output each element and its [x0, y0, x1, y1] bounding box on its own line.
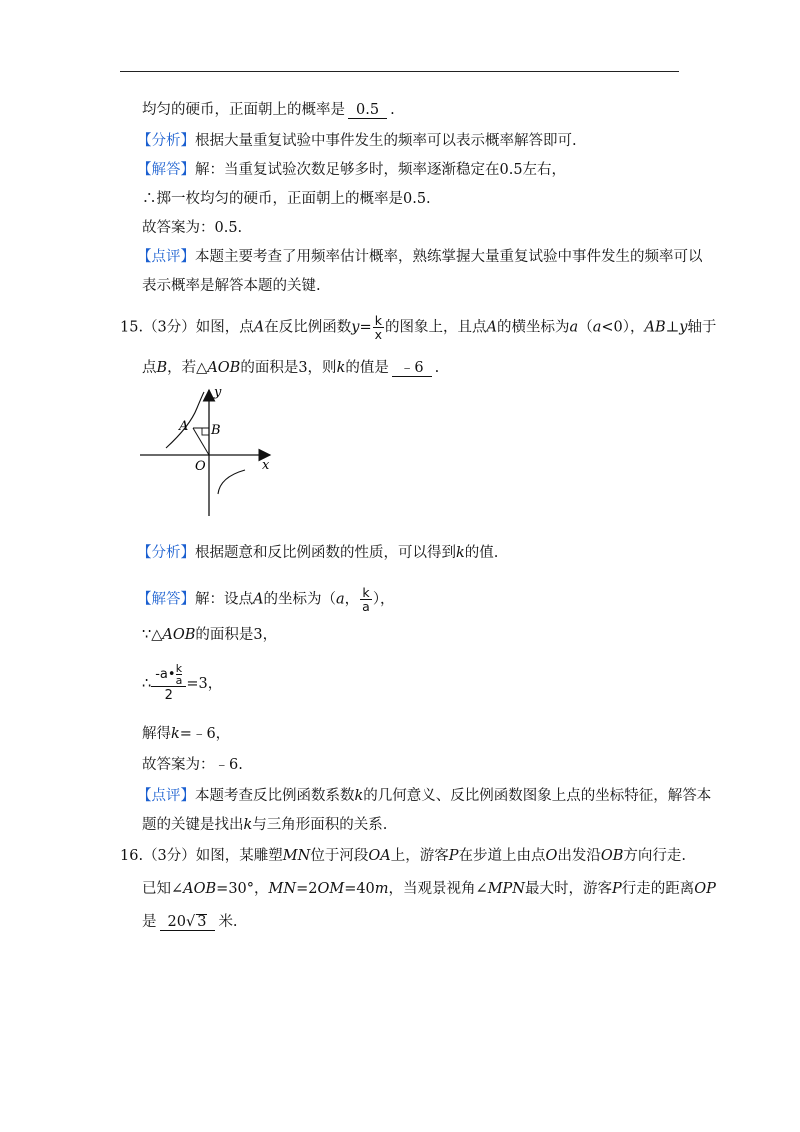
segment-oa: [193, 428, 209, 455]
q15-figure: [138, 382, 278, 518]
q15-comment: 【点评】本题考查反比例函数系数k的几何意义、反比例函数图象上点的坐标特征，解答本: [137, 788, 712, 804]
hyperbola-branch-right: [218, 470, 245, 494]
analysis-tag: 【分析】: [137, 545, 195, 561]
q14-solution: 【解答】解：当重复试验次数足够多时，频率逐渐稳定在0.5左右，: [137, 162, 567, 178]
q15-fraction-k-over-x: $\frac{k}{x}$: [374, 313, 383, 342]
q14-line1: 均匀的硬币，正面朝上的概率是 0.5 .: [142, 102, 395, 118]
q15-answer-line: 故答案为：﹣6.: [142, 757, 243, 773]
q16-stem-line2: 已知∠AOB=30°，MN=2OM=40m，当观景视角∠MPN最大时，游客P行走的距离OP: [142, 881, 716, 897]
label-x: x: [262, 458, 270, 473]
q15-answer-blank: ﹣6: [392, 360, 432, 377]
label-b: B: [211, 423, 221, 438]
comment-tag: 【点评】: [137, 249, 195, 265]
q15-analysis: 【分析】根据题意和反比例函数的性质，可以得到k的值.: [137, 545, 499, 561]
label-y: y: [214, 385, 222, 400]
solution-tag: 【解答】: [137, 162, 195, 178]
q15-fraction-k-over-a: $\frac{k}{a}$: [362, 585, 370, 614]
comment-tag: 【点评】: [137, 788, 195, 804]
q16-stem-line1: 16.（3分）如图，某雕塑MN位于河段OA上，游客P在步道上由点O出发沿OB方向行走.: [120, 848, 687, 864]
q15-because: ∵△AOB的面积是3，: [142, 627, 278, 643]
q14-analysis: 【分析】根据大量重复试验中事件发生的频率可以表示概率解答即可.: [137, 133, 577, 149]
header-rule: [120, 71, 679, 72]
q14-answer-blank: 0.5: [348, 102, 387, 119]
q14-therefore: ∴掷一枚均匀的硬币，正面朝上的概率是0.5.: [142, 191, 431, 207]
q15-stem-line1: 15.（3分）如图，点A在反比例函数y= $\frac{k}{x}$ 的图象上，且点A的横坐标为a（a<0），AB⊥y轴于: [120, 313, 717, 342]
q15-therefore: ∴ -a• $\frac{k}{a}$ 2 =3，: [142, 662, 223, 703]
q14-comment: 【点评】本题主要考查了用频率估计概率，熟练掌握大量重复试验中事件发生的频率可以: [137, 249, 703, 265]
q15-solve: 解得k=﹣6，: [142, 726, 231, 742]
label-a: A: [179, 419, 189, 434]
analysis-tag: 【分析】: [137, 133, 195, 149]
q15-area-fraction: -a• $\frac{k}{a}$ 2: [151, 663, 186, 705]
label-o: O: [195, 459, 206, 474]
q16-answer-blank: 20√ 3: [160, 914, 216, 931]
q15-comment-cont: 题的关键是找出k与三角形面积的关系.: [142, 817, 388, 833]
q16-stem-line3: 是 20√ 3 米.: [142, 914, 238, 930]
solution-tag: 【解答】: [137, 591, 195, 608]
q15-solution: 【解答】解：设点A的坐标为（a， $\frac{k}{a}$ ），: [137, 585, 395, 614]
q14-answer-line: 故答案为：0.5.: [142, 220, 243, 236]
right-angle-mark: [202, 428, 209, 435]
q15-stem-line2: 点B，若△AOB的面积是3，则k的值是 ﹣6 .: [142, 360, 440, 376]
q14-comment-cont: 表示概率是解答本题的关键.: [142, 278, 321, 294]
